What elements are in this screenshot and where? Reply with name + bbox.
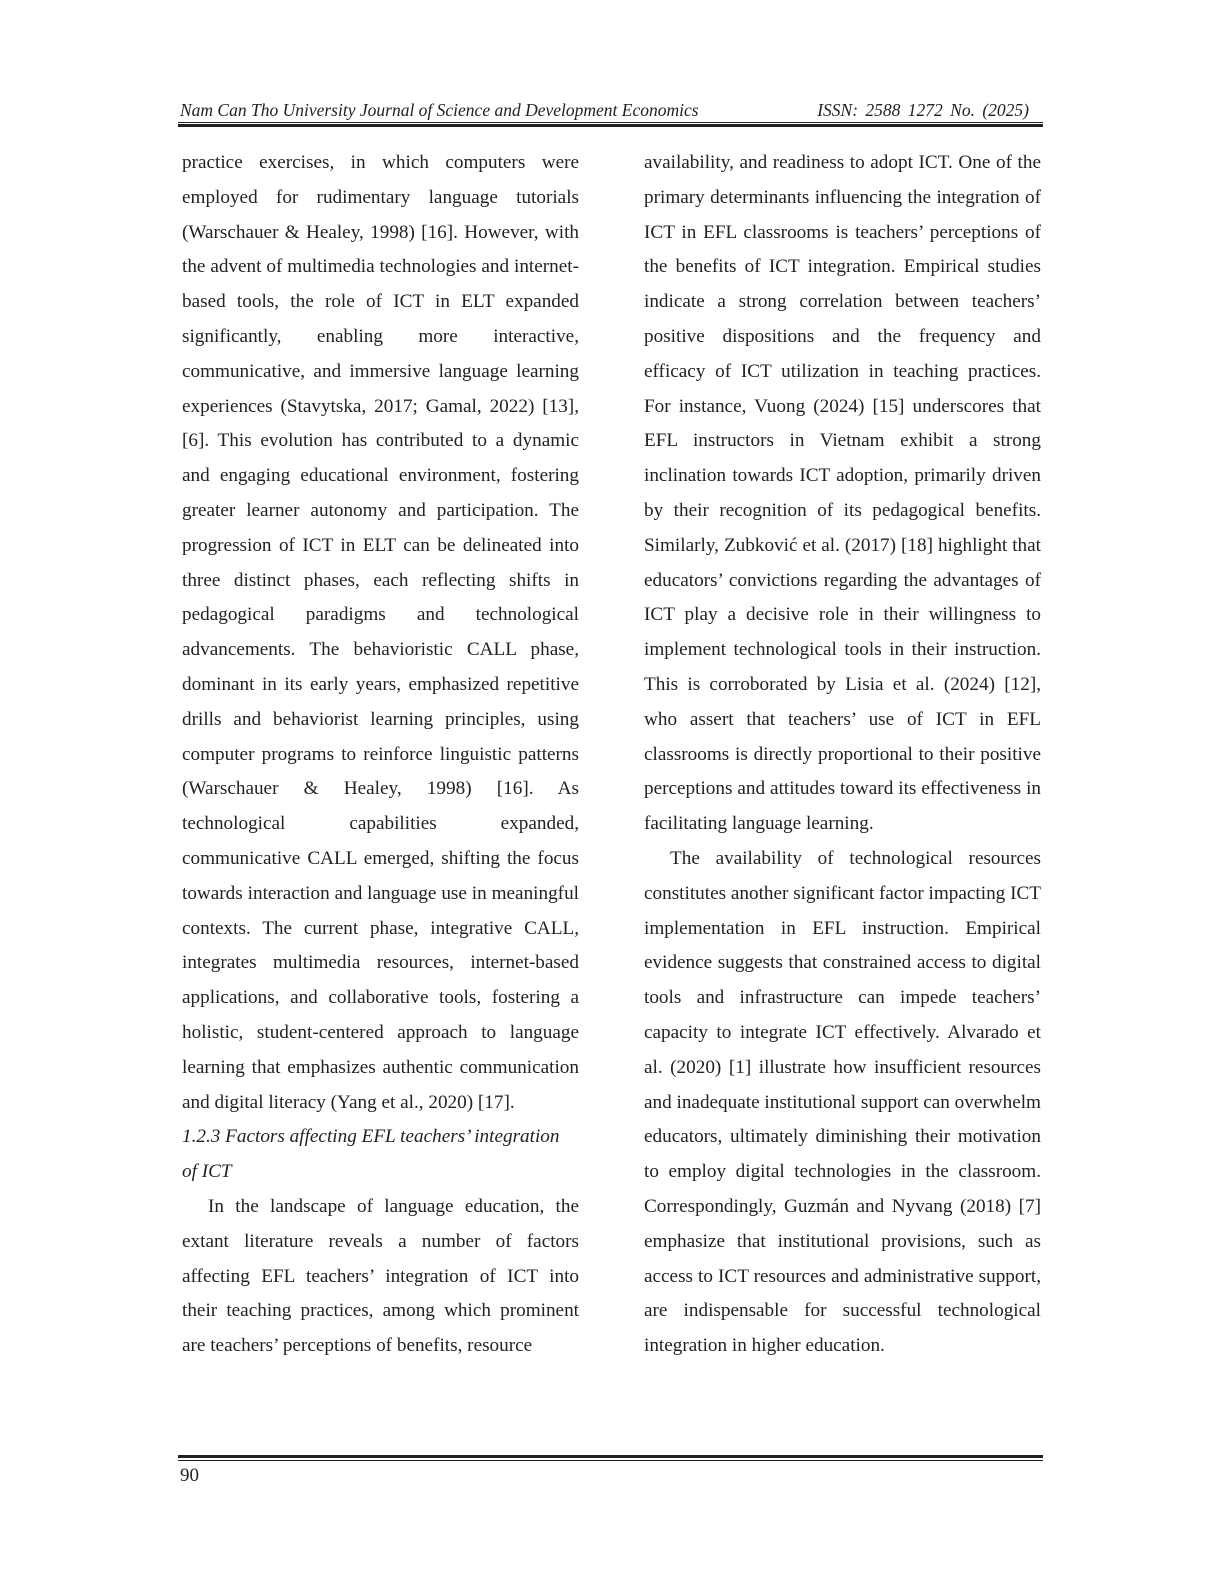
right-paragraph-2: The availability of technological resources constitutes another significant factor impacting ICT implementation in EFL instruction. Empirical evidence suggests that constrained access to digital tools and infrastructure can impede teachers’ capacity to integrate ICT effectively. Alvarado et al. (2020) [1] illustrate how insufficient resources and inadequate institutional support can overwhelm educators, ultimately diminishing their motivation to employ digital technologies in the classroom. Correspondingly, Guzmán and Nyvang (2018) [7] emphasize that institutional provisions, such as access to ICT resources and administrative support, are indispensable for successful technological integration in higher education. bbox=[644, 847, 1041, 1357]
left-paragraph-2: In the landscape of language education, the extant literature reveals a number of factors affecting EFL teachers’ integration of ICT into their teaching practices, among which prominent are teachers’ perceptions of benefits, resource bbox=[182, 1195, 579, 1357]
footer-rule-thin bbox=[178, 1460, 1043, 1461]
footer-rule-thick bbox=[178, 1455, 1043, 1458]
left-column bbox=[182, 146, 579, 1364]
running-header bbox=[180, 97, 1043, 123]
header-rule-thick bbox=[178, 124, 1043, 127]
header-rule-thin bbox=[178, 122, 1043, 123]
section-subheading: 1.2.3 Factors affecting EFL teachers’ integration of ICT bbox=[182, 1126, 560, 1183]
right-column bbox=[644, 146, 1041, 1364]
journal-title: Nam Can Tho University Journal of Science and Development Economics bbox=[180, 100, 699, 120]
left-paragraph-1: practice exercises, in which computers were employed for rudimentary language tutorials (Warschauer & Healey, 1998) [16]. However, with the advent of multimedia technologies and internet-based tools, the role of ICT in ELT expanded significantly, enabling more interactive, communicative, and immersive language learning experiences (Stavytska, 2017; Gamal, 2022) [13],[6]. This evolution has contributed to a dynamic and engaging educational environment, fostering greater learner autonomy and participation. The progression of ICT in ELT can be delineated into three distinct phases, each reflecting shifts in pedagogical paradigms and technological advancements. The behavioristic CALL phase, dominant in its early years, emphasized repetitive drills and behaviorist learning principles, using computer programs to reinforce linguistic patterns (Warschauer & Healey, 1998) [16]. As technological capabilities expanded, communicative CALL emerged, shifting the focus towards interaction and language use in meaningful contexts. The current phase, integrative CALL, integrates multimedia resources, internet-based applications, and collaborative tools, fostering a holistic, student-centered approach to language learning that emphasizes authentic communication and digital literacy (Yang et al., 2020) [17]. bbox=[182, 152, 579, 1113]
issn-issue: ISSN: 2588 1272 No. (2025) bbox=[817, 100, 1029, 120]
page-number: 90 bbox=[180, 1465, 199, 1486]
right-paragraph-1: availability, and readiness to adopt ICT. One of the primary determinants influencing the integration of ICT in EFL classrooms is teachers’ perceptions of the benefits of ICT integration. Empirical studies indicate a strong correlation between teachers’ positive dispositions and the frequency and efficacy of ICT utilization in teaching practices. For instance, Vuong (2024) [15] underscores that EFL instructors in Vietnam exhibit a strong inclination towards ICT adoption, primarily driven by their recognition of its pedagogical benefits. Similarly, Zubković et al. (2017) [18] highlight that educators’ convictions regarding the advantages of ICT play a decisive role in their willingness to implement technological tools in their instruction. This is corroborated by Lisia et al. (2024) [12], who assert that teachers’ use of ICT in EFL classrooms is directly proportional to their positive perceptions and attitudes toward its effectiveness in facilitating language learning. bbox=[644, 152, 1041, 835]
